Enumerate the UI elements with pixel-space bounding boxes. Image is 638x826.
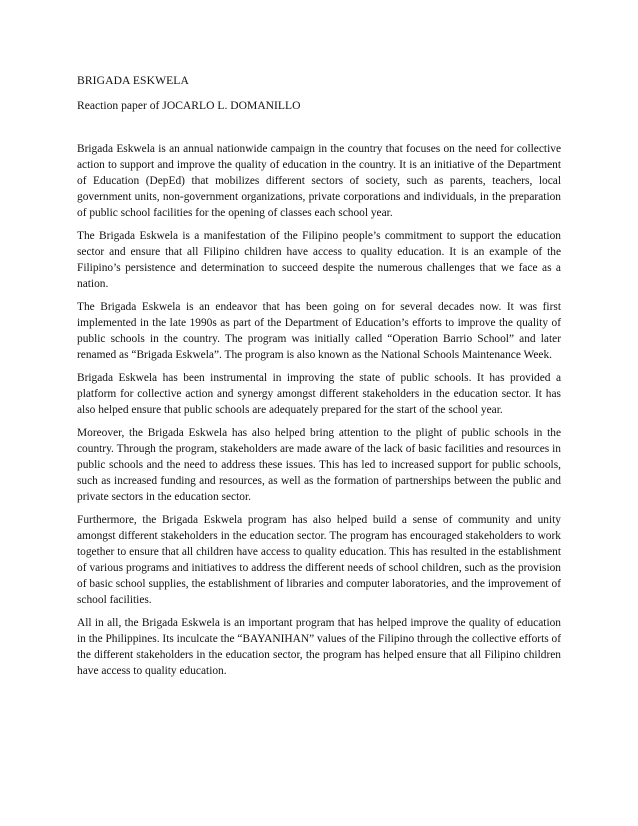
paragraph-impact: Brigada Eskwela has been instrumental in improving the state of public schools. It has provided a platform for collective action and synergy amongst different stakeholders in the education sector. It has also helped ensure that public schools are adequately prepared for the start of the school year. (77, 372, 561, 416)
paragraph-conclusion: All in all, the Brigada Eskwela is an important program that has helped improve the quality of education in the Philippines. Its inculcate the “BAYANIHAN” values of the Filipino through the collective efforts of the different stakeholders in the education sector, the program has helped ensure that all Filipino children have access to quality education. (77, 617, 562, 677)
document-title: BRIGADA ESKWELA (77, 74, 189, 87)
paragraph-awareness: Moreover, the Brigada Eskwela has also helped bring attention to the plight of public schools in the country. Through the program, stakeholders are made aware of the lack of basic facilities and resources in public schools and the need to address these issues. This has led to increased support for public schools, such as increased funding and resources, as well as the formation of partnerships between the public and private sectors in the education sector. (77, 427, 561, 503)
document-body (77, 141, 561, 679)
paragraph-history: The Brigada Eskwela is an endeavor that has been going on for several decades now. It was first implemented in the late 1990s as part of the Department of Education’s efforts to improve the quality of public schools in the country. The program was initially called “Operation Barrio School” and later renamed as “Brigada Eskwela”. The program is also known as the National Schools Maintenance Week. (77, 301, 561, 361)
paragraph-community: Furthermore, the Brigada Eskwela program has also helped build a sense of community and unity amongst different stakeholders in the education sector. The program has encouraged stakeholders to work together to ensure that all children have access to quality education. This has resulted in the establishment of various programs and initiatives to address the different needs of school children, such as the provision of basic school supplies, the establishment of libraries and computer laboratories, and the improvement of school facilities. (77, 514, 561, 606)
paragraph-manifestation: The Brigada Eskwela is a manifestation of the Filipino people’s commitment to support the education sector and ensure that all Filipino children have access to quality education. It is an example of the Filipino’s persistence and determination to succeed despite the numerous challenges that we face as a nation. (77, 230, 561, 290)
document-subtitle: Reaction paper of JOCARLO L. DOMANILLO (77, 99, 301, 112)
paragraph-intro: Brigada Eskwela is an annual nationwide campaign in the country that focuses on the need for collective action to support and improve the quality of education in the country. It is an initiative of the Department of Education (DepEd) that mobilizes different sectors of society, such as parents, teachers, local government units, non-government organizations, private corporations and individuals, in the preparation of public school facilities for the opening of classes each school year. (77, 143, 561, 219)
document-content (77, 73, 561, 686)
